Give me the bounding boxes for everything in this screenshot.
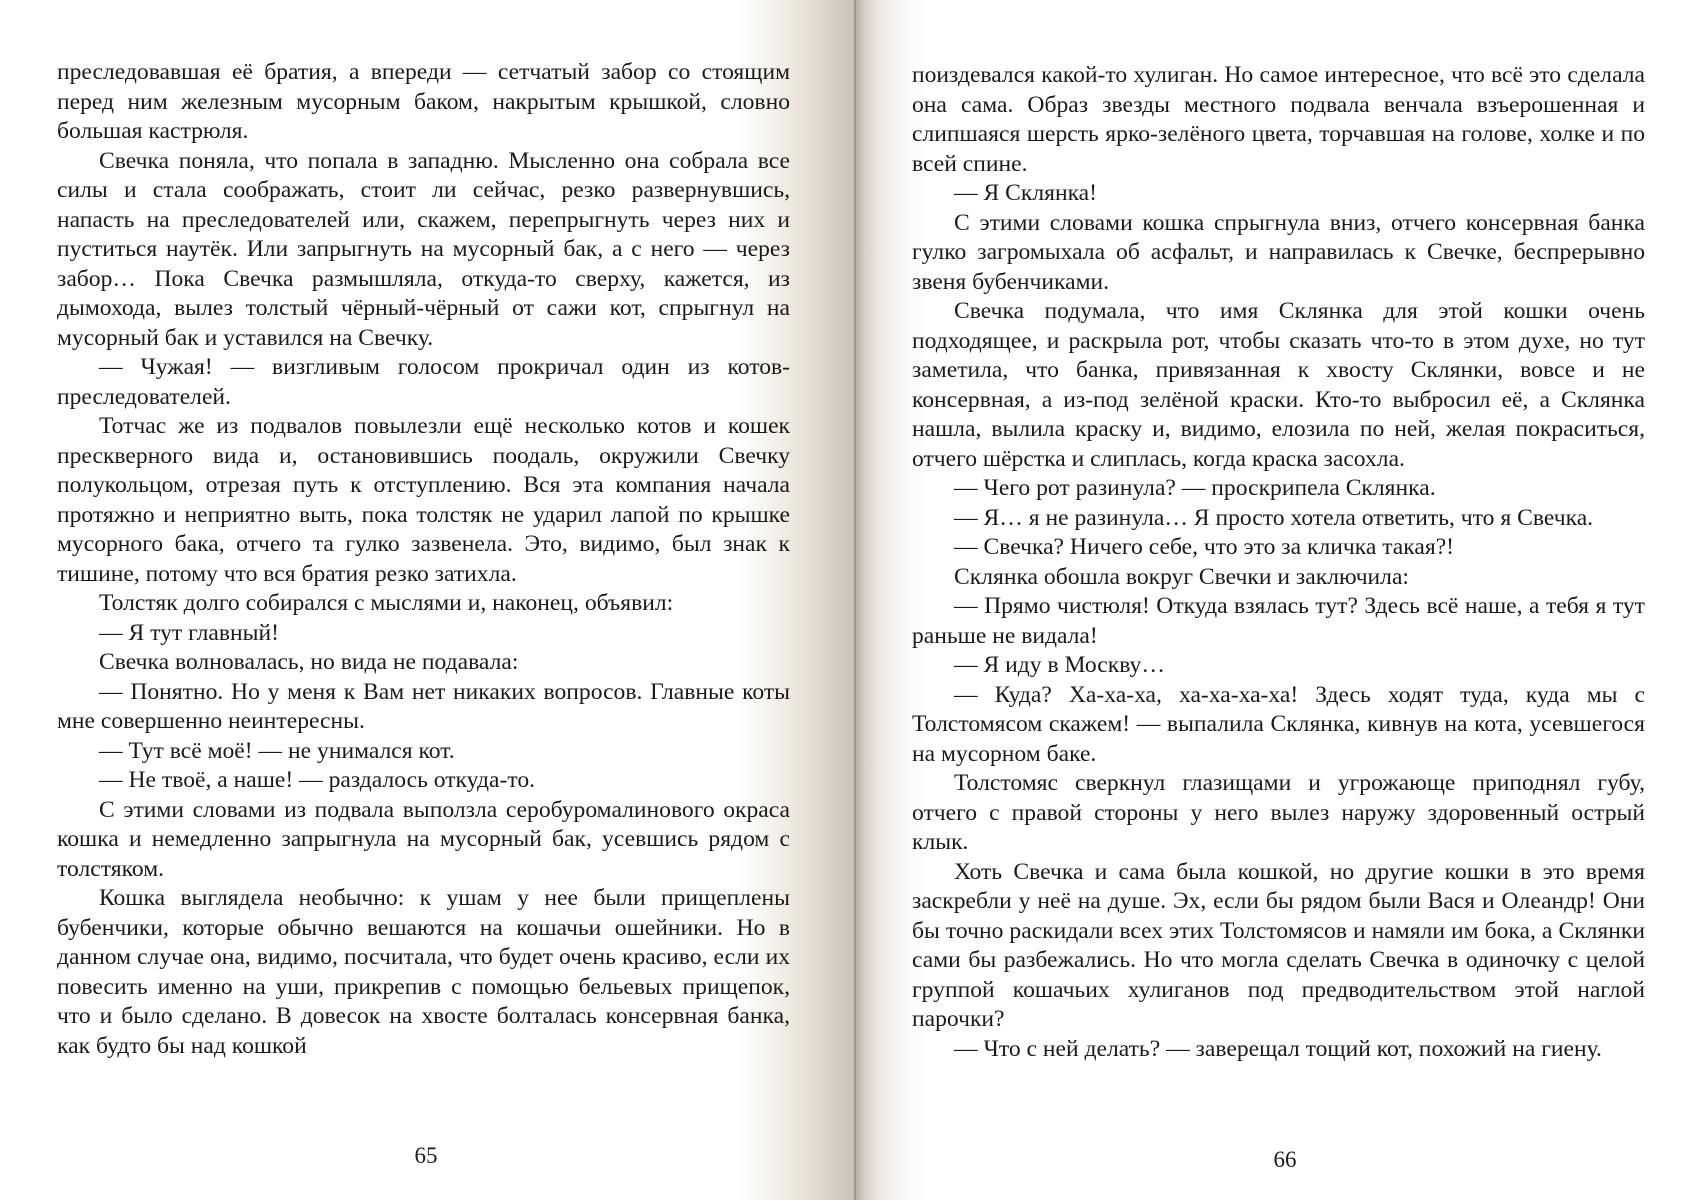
paragraph: Свечка подумала, что имя Склянка для этой кошки очень подходящее, и раскрыла рот, чтобы сказать что-то в этом духе, но тут заметила, что банка, привязанная к хвосту Склянки, вовсе и не консервная, а из-под зелёной краски. Кто-то выбросил её, а Склянка нашла, вылила краску и, видимо, елозила по ней, желая покраситься, отчего шёрстка и слиплась, когда краска засохла. xyxy=(912,298,1645,472)
page-number: 66 xyxy=(1273,1147,1297,1172)
paragraph: Свечка волновалась, но вида не подавала: xyxy=(99,649,519,675)
paragraph: Тотчас же из подвалов повылезли ещё несколько котов и кошек прескверного вида и, остановившись поодаль, окружили Свечку полукольцом, отрезая путь к отступлению. Вся эта компания начала протяжно и неприятно выть, пока толстяк не ударил лапой по крышке мусорного бака, отчего та гулко зазвенела. Это, видимо, был знак к тишине, потому что вся братия резко затихла. xyxy=(57,413,790,587)
paragraph: — Чего рот разинула? — проскрипела Склянка. xyxy=(954,475,1436,501)
paragraph: — Я тут главный! xyxy=(99,619,279,646)
paragraph: Толстяк долго собирался с мыслями и, наконец, объявил: xyxy=(99,590,674,616)
paragraph: Кошка выглядела необычно: к ушам у нее были прищеплены бубенчики, которые обычно вешаются на кошачьи ошейники. Но в данном случае она, видимо, посчитала, что будет очень красиво, если их повесить именно на уши, прикрепив с помощью бельевых прищепок, что и было сделано. В довесок на хвосте болталась консервная банка, как будто бы над кошкой xyxy=(57,885,790,1059)
paragraph: — Что с ней делать? — заверещал тощий кот, похожий на гиену. xyxy=(954,1035,1602,1062)
paragraph: С этими словами кошка спрыгнула вниз, отчего консервная банка гулко загромыхала об асфальт, и направилась к Свечке, беспрерывно звеня бубенчиками. xyxy=(912,209,1645,295)
paragraph: — Я Склянка! xyxy=(954,180,1098,206)
paragraph: поиздевался какой-то хулиган. Но самое интересное, что всё это сделала она сама. Образ звезды местного подвала венчала взъерошенная и слипшаяся шерсть ярко-зелёного цвета, торчавшая на голове, холке и по всей спине. xyxy=(912,62,1645,177)
paragraph: — Я… я не разинула… Я просто хотела ответить, что я Свечка. xyxy=(954,504,1594,531)
paragraph: — Куда? Ха-ха-ха, ха-ха-ха-ха! Здесь ходят туда, куда мы с Толстомясом скажем! — выпалила Склянка, кивнув на кота, усевшегося на мусорном баке. xyxy=(912,681,1645,767)
paragraph: преследовавшая её братия, а впереди — сетчатый забор со стоящим перед ним железным мусорным баком, накрытым крышкой, словно большая кастрюля. xyxy=(57,59,790,144)
paragraph: Толстомяс сверкнул глазищами и угрожающе приподнял губу, отчего с правой стороны у него вылез наружу здоровенный острый клык. xyxy=(912,770,1645,855)
paragraph: — Чужая! — визгливым голосом прокричал один из котов-преследователей. xyxy=(57,354,790,410)
paragraph: Склянка обошла вокруг Свечки и заключила: xyxy=(954,563,1409,590)
right-page-text xyxy=(912,61,1645,1064)
page-number: 65 xyxy=(414,1143,438,1168)
paragraph: — Тут всё моё! — не унимался кот. xyxy=(99,737,455,764)
right-page xyxy=(856,0,1700,1200)
left-page-text xyxy=(57,58,790,1061)
paragraph: Свечка поняла, что попала в западню. Мысленно она собрала все силы и стала соображать, стоит ли сейчас, резко развернувшись, напасть на преследователей или, скажем, перепрыгнуть через них и пуститься наутёк. Или запрыгнуть на мусорный бак, а с него — через забор… Пока Свечка размышляла, откуда-то сверху, кажется, из дымохода, вылез толстый чёрный-чёрный от сажи кот, спрыгнул на мусорный бак и уставился на Свечку. xyxy=(57,147,790,351)
paragraph: — Я иду в Москву… xyxy=(954,652,1165,678)
paragraph: Хоть Свечка и сама была кошкой, но другие кошки в это время заскребли у неё на душе. Эх, если бы рядом были Вася и Олеандр! Они бы точно раскидали всех этих Толстомясов и намяли им бока, а Склянки сами бы разбежались. Но что могла сделать Свечка в одиночку с целой группой кошачьих хулиганов под предводительством этой наглой парочки? xyxy=(912,858,1645,1032)
paragraph: С этими словами из подвала выползла серобуромалинового окраса кошка и немедленно запрыгнула на мусорный бак, усевшись рядом с толстяком. xyxy=(57,796,790,882)
paragraph: — Понятно. Но у меня к Вам нет никаких вопросов. Главные коты мне совершенно неинтересны. xyxy=(57,678,790,734)
paragraph: — Прямо чистюля! Откуда взялась тут? Здесь всё наше, а тебя я тут раньше не видала! xyxy=(912,593,1645,649)
paragraph: — Не твоё, а наше! — раздалось откуда-то. xyxy=(99,767,536,793)
paragraph: — Свечка? Ничего себе, что это за кличка такая?! xyxy=(954,534,1455,560)
